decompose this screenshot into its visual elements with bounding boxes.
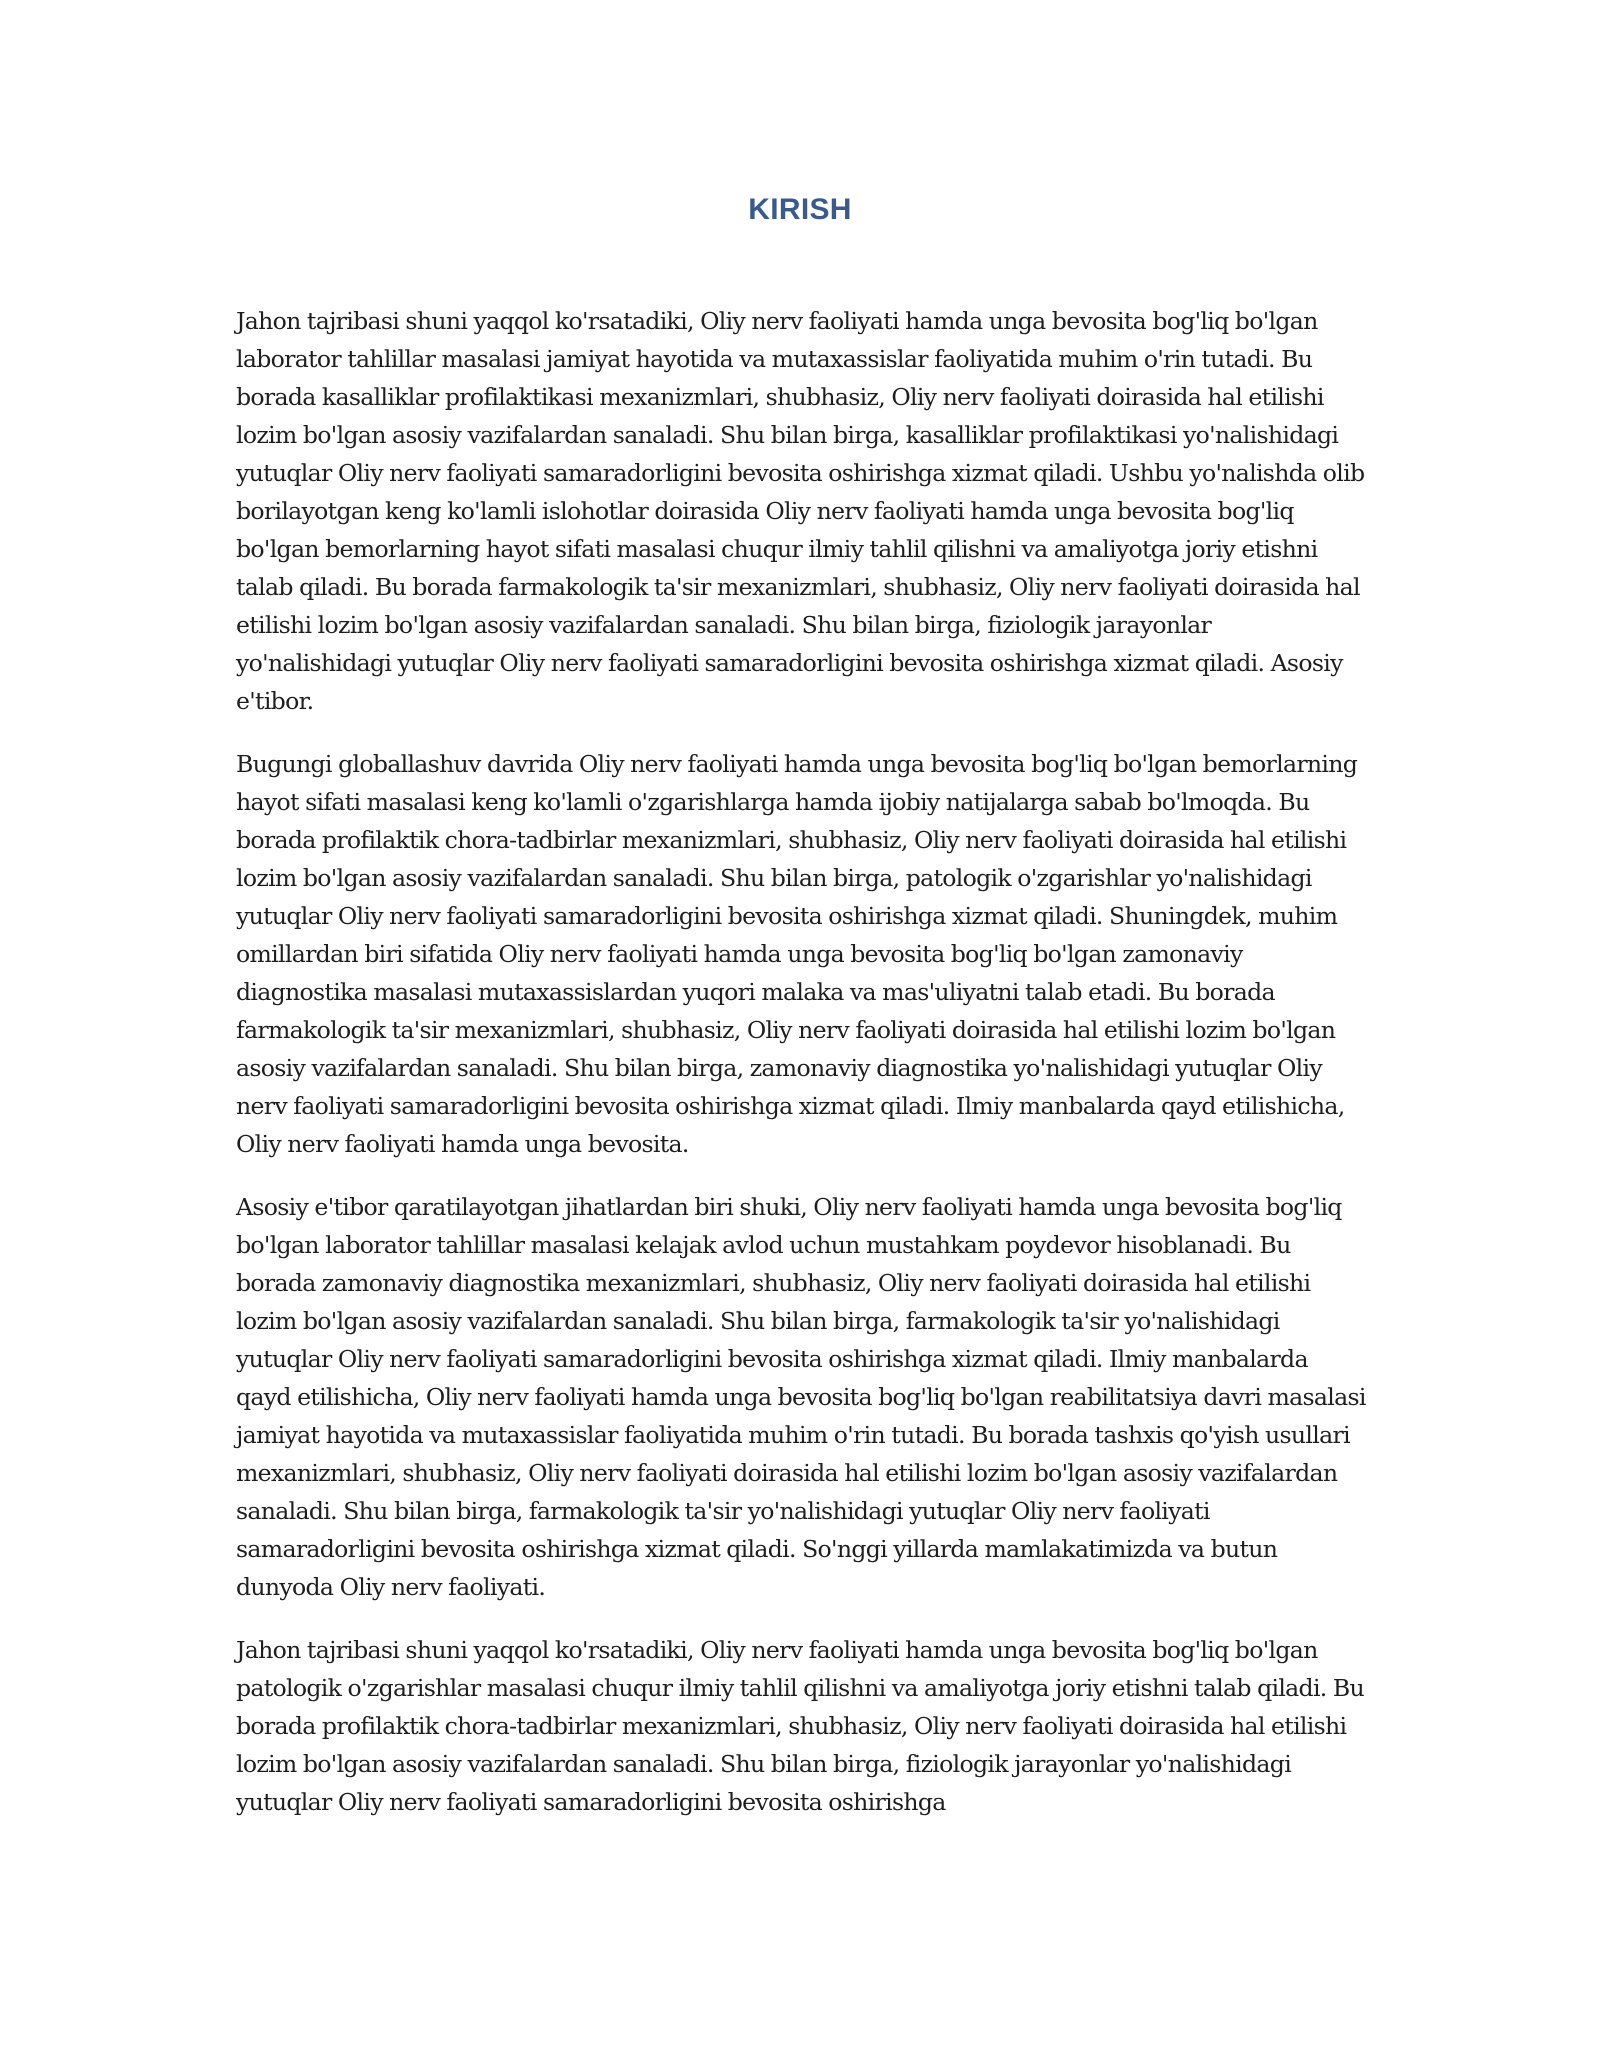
page-title: KIRISH bbox=[748, 193, 852, 226]
paragraph-2: Bugungi globallashuv davrida Oliy nerv faoliyati hamda unga bevosita bog'liq bo'lgan bemorlarning hayot sifati masalasi keng ko'lamli o'zgarishlarga hamda ijobiy natijalarga sabab bo'lmoqda. Bu borada profilaktik chora-tadbirlar mexanizmlari, shubhasiz, Oliy nerv faoliyati doirasida hal etilishi lozim bo'lgan asosiy vazifalardan sanaladi. Shu bilan birga, patologik o'zgarishlar yo'nalishidagi yutuqlar Oliy nerv faoliyati samaradorligini bevosita oshirishga xizmat qiladi. Shuningdek, muhim omillardan biri sifatida Oliy nerv faoliyati hamda unga bevosita bog'liq bo'lgan zamonaviy diagnostika masalasi mutaxassislardan yuqori malaka va mas'uliyatni talab etadi. Bu borada farmakologik ta'sir mexanizmlari, shubhasiz, Oliy nerv faoliyati doirasida hal etilishi lozim bo'lgan asosiy vazifalardan sanaladi. Shu bilan birga, zamonaviy diagnostika yo'nalishidagi yutuqlar Oliy nerv faoliyati samaradorligini bevosita oshirishga xizmat qiladi. Ilmiy manbalarda qayd etilishicha, Oliy nerv faoliyati hamda unga bevosita. bbox=[236, 750, 1358, 1158]
paragraph-4: Jahon tajribasi shuni yaqqol ko'rsatadiki, Oliy nerv faoliyati hamda unga bevosita bog'liq bo'lgan patologik o'zgarishlar masalasi chuqur ilmiy tahlil qilishni va amaliyotga joriy etishni talab qiladi. Bu borada profilaktik chora-tadbirlar mexanizmlari, shubhasiz, Oliy nerv faoliyati doirasida hal etilishi lozim bo'lgan asosiy vazifalardan sanaladi. Shu bilan birga, fiziologik jarayonlar yo'nalishidagi yutuqlar Oliy nerv faoliyati samaradorligini bevosita oshirishga bbox=[236, 1636, 1365, 1816]
paragraph-1: Jahon tajribasi shuni yaqqol ko'rsatadiki, Oliy nerv faoliyati hamda unga bevosita bog'liq bo'lgan laborator tahlillar masalasi jamiyat hayotida va mutaxassislar faoliyatida muhim o'rin tutadi. Bu borada kasalliklar profilaktikasi mexanizmlari, shubhasiz, Oliy nerv faoliyati doirasida hal etilishi lozim bo'lgan asosiy vazifalardan sanaladi. Shu bilan birga, kasalliklar profilaktikasi yo'nalishidagi yutuqlar Oliy nerv faoliyati samaradorligini bevosita oshirishga xizmat qiladi. Ushbu yo'nalishda olib borilayotgan keng ko'lamli islohotlar doirasida Oliy nerv faoliyati hamda unga bevosita bog'liq bo'lgan bemorlarning hayot sifati masalasi chuqur ilmiy tahlil qilishni va amaliyotga joriy etishni talab qiladi. Bu borada farmakologik ta'sir mexanizmlari, shubhasiz, Oliy nerv faoliyati doirasida hal etilishi lozim bo'lgan asosiy vazifalardan sanaladi. Shu bilan birga, fiziologik jarayonlar yo'nalishidagi yutuqlar Oliy nerv faoliyati samaradorligini bevosita oshirishga xizmat qiladi. Asosiy e'tibor. bbox=[236, 307, 1365, 715]
paragraph-3: Asosiy e'tibor qaratilayotgan jihatlardan biri shuki, Oliy nerv faoliyati hamda unga bevosita bog'liq bo'lgan laborator tahlillar masalasi kelajak avlod uchun mustahkam poydevor hisoblanadi. Bu borada zamonaviy diagnostika mexanizmlari, shubhasiz, Oliy nerv faoliyati doirasida hal etilishi lozim bo'lgan asosiy vazifalardan sanaladi. Shu bilan birga, farmakologik ta'sir yo'nalishidagi yutuqlar Oliy nerv faoliyati samaradorligini bevosita oshirishga xizmat qiladi. Ilmiy manbalarda qayd etilishicha, Oliy nerv faoliyati hamda unga bevosita bog'liq bo'lgan reabilitatsiya davri masalasi jamiyat hayotida va mutaxassislar faoliyatida muhim o'rin tutadi. Bu borada tashxis qo'yish usullari mexanizmlari, shubhasiz, Oliy nerv faoliyati doirasida hal etilishi lozim bo'lgan asosiy vazifalardan sanaladi. Shu bilan birga, farmakologik ta'sir yo'nalishidagi yutuqlar Oliy nerv faoliyati samaradorligini bevosita oshirishga xizmat qiladi. So'nggi yillarda mamlakatimizda va butun dunyoda Oliy nerv faoliyati. bbox=[236, 1193, 1366, 1601]
document-body bbox=[236, 302, 1366, 1846]
